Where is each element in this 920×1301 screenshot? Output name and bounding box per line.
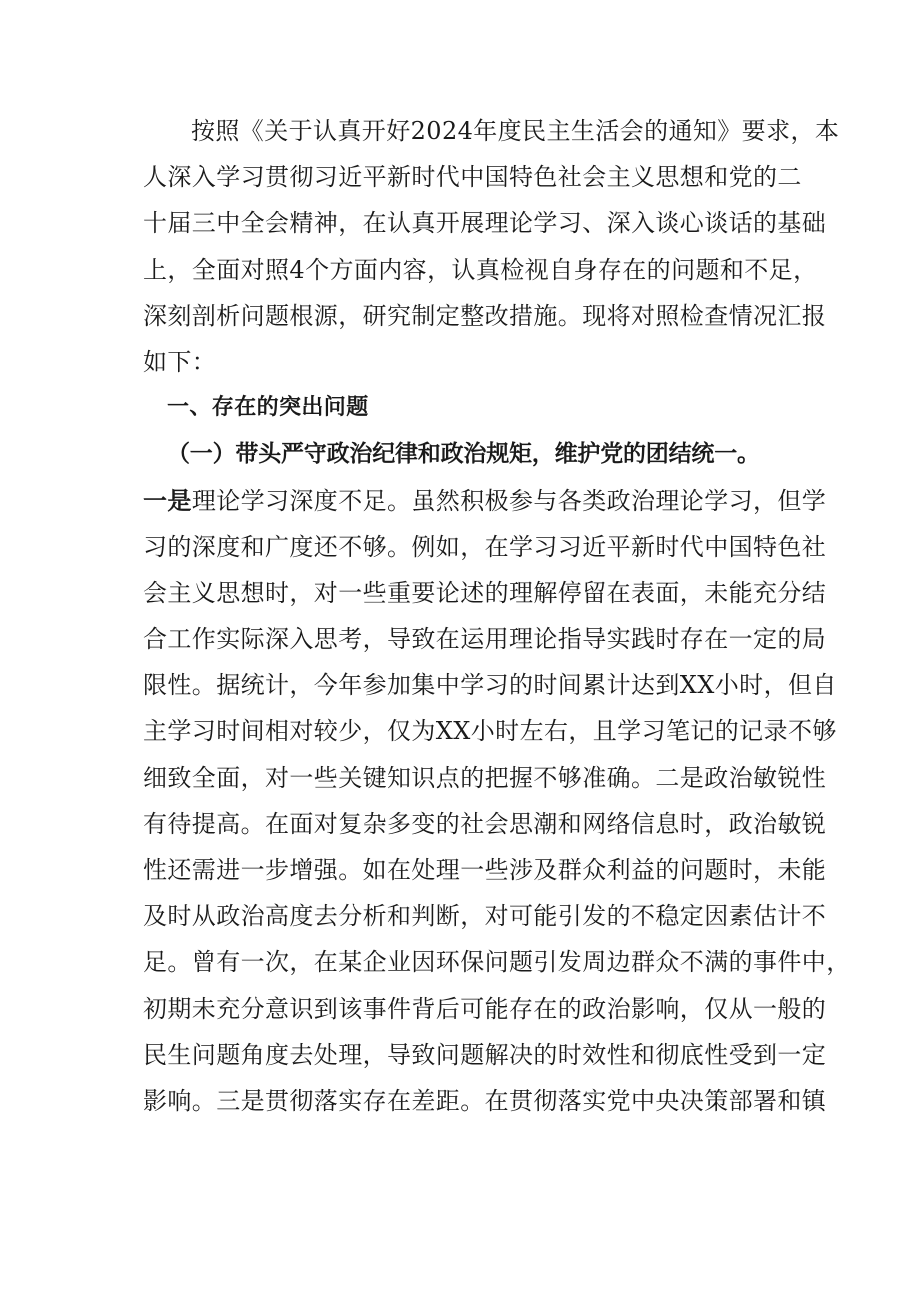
body-text: 理论学习深度不足。虽然积极参与各类政治理论学习，但学 [191,486,827,515]
paragraph-line: 深刻剖析问题根源，研究制定整改措施。现将对照检查情况汇报 [143,301,827,330]
paragraph-line: 人深入学习贯彻习近平新时代中国特色社会主义思想和党的二 [143,163,802,192]
paragraph-line: 十届三中全会精神，在认真开展理论学习、深入谈心谈话的基础 [143,209,827,238]
paragraph-line: 及时从政治高度去分析和判断，对可能引发的不稳定因素估计不 [143,902,827,931]
subsection-heading: （一）带头严守政治纪律和政治规矩，维护党的团结统一。 [167,440,760,468]
paragraph-line: 影响。三是贯彻落实存在差距。在贯彻落实党中央决策部署和镇 [143,1086,827,1115]
paragraph-line: 按照《关于认真开好2024年度民主生活会的通知》要求，本 [191,117,840,145]
paragraph-line [143,478,827,524]
paragraph-line: 会主义思想时，对一些重要论述的理解停留在表面，未能充分结 [143,578,827,607]
paragraph-line: 如下： [143,347,217,376]
paragraph-line: 性还需进一步增强。如在处理一些涉及群众利益的问题时，未能 [143,856,827,884]
document-body [143,108,851,1124]
paragraph-line: 初期未充分意识到该事件背后可能存在的政治影响，仅从一般的 [143,994,827,1023]
paragraph-line: 有待提高。在面对复杂多变的社会思潮和网络信息时，政治敏锐 [143,809,827,838]
paragraph-line: 习的深度和广度还不够。例如，在学习习近平新时代中国特色社 [143,532,827,561]
lead-bold-text: 一是 [143,485,192,515]
paragraph-line: 民生问题角度去处理，导致问题解决的时效性和彻底性受到一定 [143,1040,827,1069]
paragraph-line: 合工作实际深入思考，导致在运用理论指导实践时存在一定的局 [143,625,827,654]
paragraph-line: 上，全面对照4个方面内容，认真检视自身存在的问题和不足， [143,255,818,284]
paragraph-line: 限性。据统计，今年参加集中学习的时间累计达到XX小时，但自 [143,671,837,700]
paragraph-line: 主学习时间相对较少，仅为XX小时左右，且学习笔记的记录不够 [143,717,837,746]
paragraph-line: 细致全面，对一些关键知识点的把握不够准确。二是政治敏锐性 [143,763,827,792]
paragraph-line: 足。曾有一次，在某企业因环保问题引发周边群众不满的事件中， [143,948,851,977]
section-heading: 一、存在的突出问题 [167,395,369,421]
